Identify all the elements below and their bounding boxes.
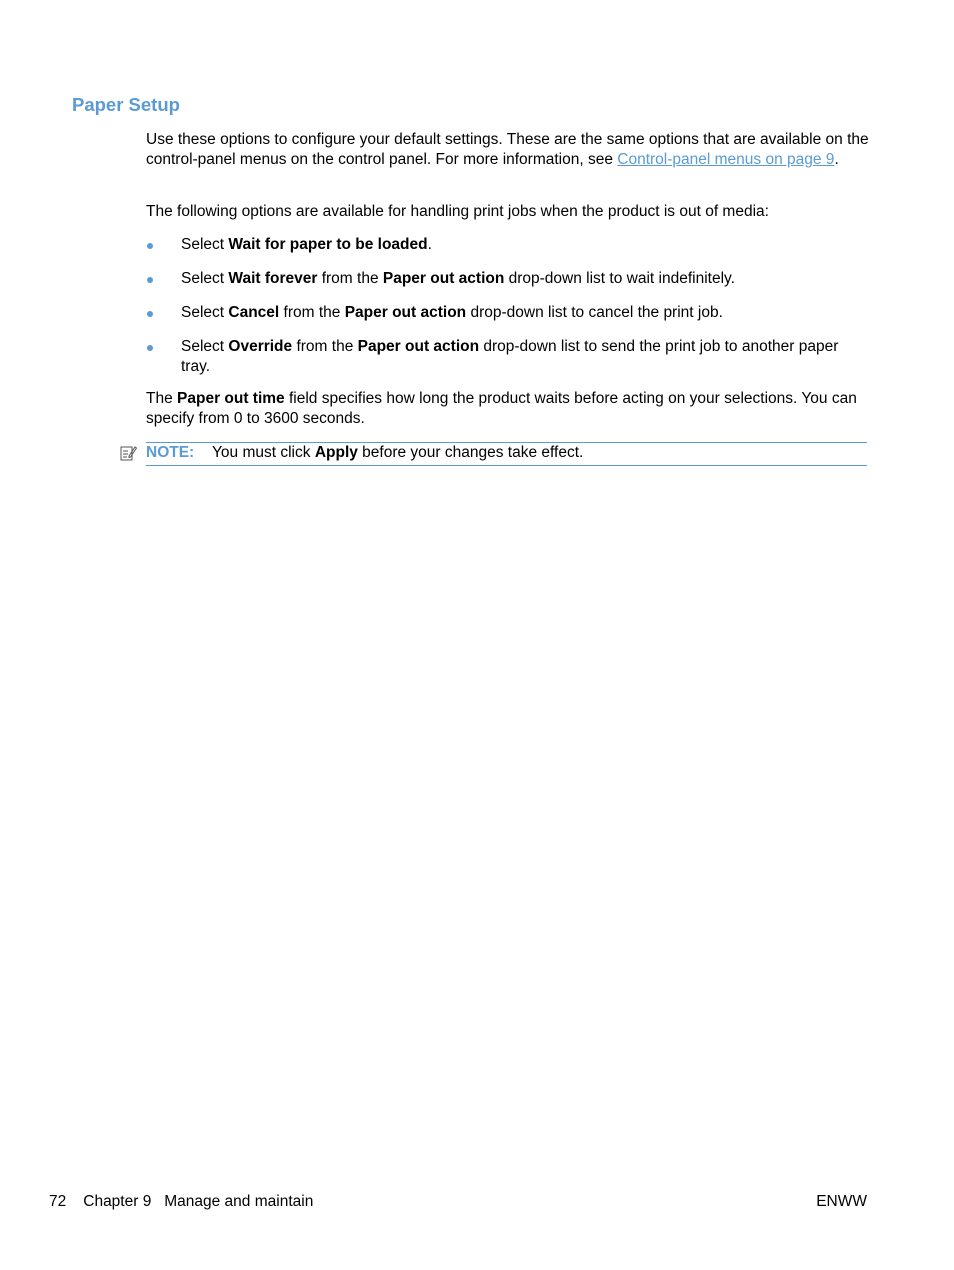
list-item (146, 337, 870, 376)
bullet-text: from the (279, 304, 345, 321)
paragraph-text: The (146, 390, 178, 407)
bullet-option: Cancel (228, 304, 280, 321)
bullet-text: drop-down list to cancel the print job. (466, 304, 723, 321)
bullet-text: from the (317, 270, 383, 287)
options-intro: The following options are available for handling print jobs when the product is out of media: (146, 203, 769, 220)
bullet-text: Select (181, 236, 229, 253)
options-list (146, 235, 870, 391)
intro-text: Use these options to configure your default settings. These are the same options that are available on the control-panel menus on the control panel. For more information, see (146, 131, 869, 168)
control-panel-menus-link[interactable]: Control-panel menus on page 9 (617, 150, 835, 168)
footer-left (49, 1193, 313, 1211)
bullet-icon (147, 243, 153, 249)
bullet-icon (147, 311, 153, 317)
apply-button-reference: Apply (314, 444, 358, 461)
bullet-text: Select (181, 304, 229, 321)
bullet-icon (147, 345, 153, 351)
bullet-option: Override (228, 338, 293, 355)
note-icon (120, 444, 137, 461)
note-text: You must click (212, 444, 315, 461)
bullet-text: drop-down list to send the print job to another paper tray. (181, 338, 839, 375)
intro-paragraph (146, 130, 870, 169)
bullet-icon (147, 277, 153, 283)
chapter-title: Chapter 9 Manage and maintain (83, 1193, 314, 1210)
footer-right: ENWW (816, 1193, 867, 1210)
paper-out-time-field: Paper out time (177, 390, 285, 407)
note-label: NOTE: (146, 444, 195, 461)
bullet-field: Paper out action (357, 338, 480, 355)
bullet-text: . (427, 236, 432, 253)
note-box (146, 442, 867, 466)
bullet-option: Wait forever (228, 270, 318, 287)
bullet-option: Wait for paper to be loaded (228, 236, 428, 253)
bullet-text: drop-down list to wait indefinitely. (504, 270, 735, 287)
list-item (146, 303, 870, 323)
bullet-field: Paper out action (344, 304, 467, 321)
page-number: 72 (49, 1193, 67, 1210)
note-text: before your changes take effect. (357, 444, 584, 461)
section-title: Paper Setup (72, 94, 180, 115)
bullet-text: Select (181, 338, 229, 355)
paper-out-time-paragraph (146, 389, 870, 428)
intro-text-end: . (834, 150, 839, 168)
bullet-field: Paper out action (382, 270, 505, 287)
list-item (146, 269, 870, 289)
list-item (146, 235, 870, 255)
bullet-text: Select (181, 270, 229, 287)
paragraph-text: field specifies how long the product waits before acting on your selections. You can specify from 0 to 3600 seconds. (146, 390, 857, 427)
bullet-text: from the (292, 338, 358, 355)
